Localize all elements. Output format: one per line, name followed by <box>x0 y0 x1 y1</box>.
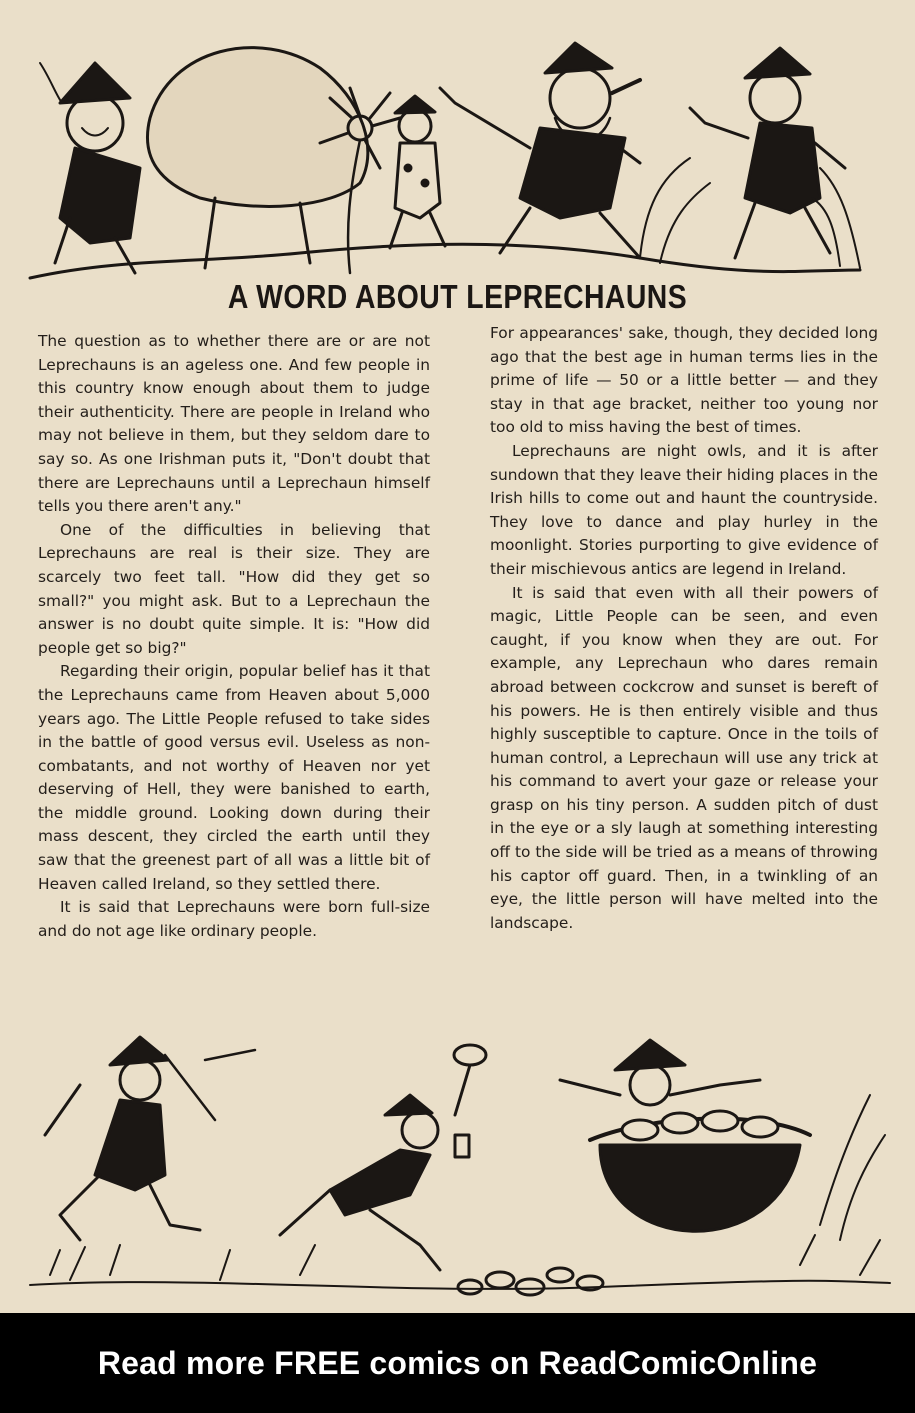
promo-banner[interactable] <box>0 1313 915 1413</box>
article-title: A WORD ABOUT LEPRECHAUNS <box>227 278 688 315</box>
paragraph: Regarding their origin, popular belief has it that the Leprechauns came from Heaven about 5,000 years ago. The Little People refused to take sides in the battle of good versus evil. Useless as non-combatants, and not worthy of Heaven nor yet deserving of Hell, they were banished to earth, the middle ground. Looking down during their mass descent, they circled the earth until they saw that the greenest part of all was a little bit of Heaven called Ireland, so they settled there. <box>38 662 430 893</box>
paragraph: One of the difficulties in believing that Leprechauns are real is their size. They are scarcely two feet tall. "How did they get so small?" you might ask. But to a Leprechaun the answer is no doubt quite simple. It is: "How did people get so big?" <box>38 520 430 657</box>
top-illustration <box>0 8 915 293</box>
paragraph: For appearances' sake, though, they decided long ago that the best age in human terms lies in the prime of life — 50 or a little better — and they stay in that age bracket, neither too young nor too old to miss having the best of times. <box>490 324 878 437</box>
leprechauns-pot-of-gold-drawing <box>0 1025 915 1310</box>
left-column <box>38 330 430 943</box>
leprechauns-dancing-drawing <box>0 8 915 293</box>
promo-banner-text[interactable]: Read more FREE comics on ReadComicOnline <box>97 1344 818 1381</box>
right-column <box>490 322 878 935</box>
paragraph: The question as to whether there are or are not Leprechauns is an ageless one. And few people in this country know enough about them to judge their authenticity. There are people in Ireland who may not believe in them, but they seldom dare to say so. As one Irishman puts it, "Don't doubt that there are Leprechauns until a Leprechaun himself tells you there aren't any." <box>38 332 430 516</box>
bottom-illustration <box>0 1025 915 1310</box>
paragraph: It is said that Leprechauns were born full-size and do not age like ordinary people. <box>38 898 430 940</box>
paragraph: It is said that even with all their powers of magic, Little People can be seen, and even caught, if you know when they are out. For example, any Leprechaun who dares remain abroad between cockcrow and sunset is bereft of his powers. He is then entirely visible and thus highly susceptible to capture. Once in the toils of human control, a Leprechaun will use any trick at his command to avert your gaze or release your grasp on his tiny person. A sudden pitch of dust in the eye or a sly laugh at something interesting off to the side will be tried as a means of throwing his captor off guard. Then, in a twinkling of an eye, the little person will have melted into the landscape. <box>490 583 878 932</box>
paragraph: Leprechauns are night owls, and it is after sundown that they leave their hiding places in the Irish hills to come out and haunt the countryside. They love to dance and play hurley in the moonlight. Stories purporting to give evidence of their mischievous antics are legend in Ireland. <box>490 441 878 578</box>
